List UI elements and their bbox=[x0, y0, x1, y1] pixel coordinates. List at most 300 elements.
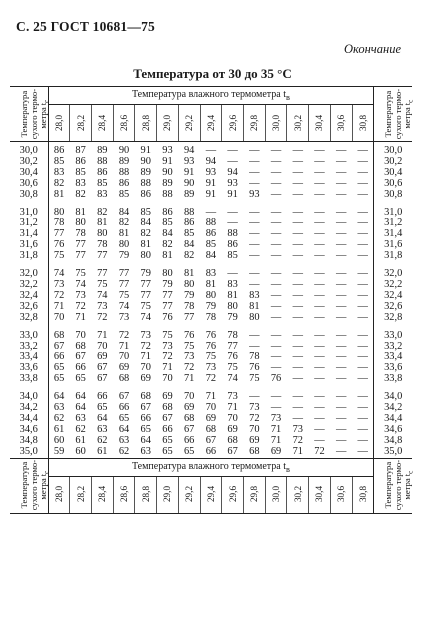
humidity-cell: 82 bbox=[75, 188, 86, 200]
humidity-cell: 71 bbox=[183, 373, 195, 385]
column-header bbox=[157, 105, 179, 142]
humidity-cell: 90 bbox=[162, 166, 173, 178]
column-header-label: 30,4 bbox=[314, 486, 325, 503]
humidity-cell: — bbox=[270, 206, 282, 218]
humidity-cell: 89 bbox=[162, 177, 173, 189]
humidity-cell: 75 bbox=[140, 300, 151, 312]
humidity-cell: — bbox=[292, 300, 303, 312]
row-temp-left: 30,0 bbox=[10, 142, 48, 157]
humidity-cell: — bbox=[314, 412, 325, 424]
humidity-cell: 80 bbox=[183, 278, 195, 290]
page-subtitle: Окончание bbox=[343, 42, 401, 56]
humidity-cell: — bbox=[292, 311, 303, 323]
humidity-cell: 68 bbox=[227, 434, 238, 446]
row-temp-left: 34,4 bbox=[10, 414, 48, 425]
humidity-cell: — bbox=[357, 228, 368, 240]
humidity-cell: 68 bbox=[205, 423, 217, 435]
row-temp-right: 31,0 bbox=[374, 208, 412, 219]
humidity-cell: 71 bbox=[53, 300, 65, 312]
humidity-cell: 66 bbox=[183, 434, 195, 446]
humidity-cell: 94 bbox=[205, 155, 217, 167]
row-temp-right: 32,4 bbox=[374, 291, 412, 302]
humidity-cell: 86 bbox=[53, 145, 65, 156]
humidity-cell: 72 bbox=[292, 434, 303, 446]
humidity-cell: 88 bbox=[183, 206, 195, 218]
humidity-cell: 64 bbox=[97, 412, 108, 424]
humidity-cell: — bbox=[336, 445, 347, 457]
row-temp-right: 30,8 bbox=[374, 190, 412, 201]
humidity-cell: 65 bbox=[53, 373, 65, 385]
humidity-cell: 85 bbox=[97, 177, 108, 189]
column-header-label: 29,8 bbox=[249, 486, 260, 503]
humidity-cell: — bbox=[270, 300, 282, 312]
humidity-cell: — bbox=[314, 351, 325, 363]
table-row bbox=[10, 374, 412, 385]
row-temp-left: 30,6 bbox=[10, 179, 48, 190]
humidity-cell: 79 bbox=[118, 250, 130, 262]
humidity-cell: 67 bbox=[227, 445, 238, 457]
humidity-cell: — bbox=[292, 166, 303, 178]
column-header-label: 29,0 bbox=[162, 486, 173, 503]
humidity-cell: — bbox=[249, 340, 260, 352]
humidity-cell: — bbox=[314, 188, 325, 200]
humidity-cell: 73 bbox=[118, 311, 130, 323]
humidity-cell: 68 bbox=[249, 445, 260, 457]
row-temp-right: 32,6 bbox=[374, 302, 412, 313]
humidity-cell: 66 bbox=[75, 362, 86, 374]
humidity-cell: — bbox=[292, 217, 303, 229]
row-temp-right: 30,2 bbox=[374, 157, 412, 168]
humidity-cell: 80 bbox=[162, 268, 173, 280]
humidity-cell: — bbox=[205, 206, 217, 218]
humidity-cell: — bbox=[336, 340, 347, 352]
row-temp-left: 31,8 bbox=[10, 251, 48, 262]
humidity-cell: — bbox=[249, 145, 260, 156]
column-header bbox=[309, 105, 331, 142]
humidity-cell: — bbox=[249, 278, 260, 290]
humidity-cell: 83 bbox=[227, 278, 238, 290]
humidity-cell: — bbox=[270, 278, 282, 290]
row-temp-left: 32,8 bbox=[10, 313, 48, 324]
humidity-cell: 73 bbox=[162, 340, 173, 352]
row-temp-left: 33,6 bbox=[10, 363, 48, 374]
row-temp-left: 34,2 bbox=[10, 403, 48, 414]
humidity-cell: — bbox=[314, 177, 325, 189]
humidity-cell: 91 bbox=[183, 166, 195, 178]
humidity-cell: 76 bbox=[162, 311, 173, 323]
humidity-cell: 81 bbox=[75, 206, 86, 218]
humidity-cell: — bbox=[336, 311, 347, 323]
humidity-cell: 89 bbox=[97, 145, 108, 156]
humidity-cell: 72 bbox=[183, 362, 195, 374]
column-header-label: 30,2 bbox=[292, 486, 303, 503]
column-header bbox=[200, 476, 222, 513]
humidity-cell: 63 bbox=[118, 434, 130, 446]
humidity-cell: 63 bbox=[140, 445, 151, 457]
humidity-cell: 77 bbox=[162, 289, 173, 301]
humidity-cell: 74 bbox=[97, 289, 108, 301]
humidity-cell: 69 bbox=[227, 423, 238, 435]
humidity-cell: 65 bbox=[75, 373, 86, 385]
row-temp-left: 33,4 bbox=[10, 352, 48, 363]
humidity-cell: — bbox=[292, 188, 303, 200]
row-temp-left: 34,0 bbox=[10, 392, 48, 403]
humidity-cell: 78 bbox=[227, 329, 238, 341]
humidity-cell: 61 bbox=[75, 434, 86, 446]
humidity-cell: — bbox=[336, 177, 347, 189]
humidity-cell: 67 bbox=[205, 434, 217, 446]
humidity-cell: 73 bbox=[292, 423, 303, 435]
humidity-cell: 76 bbox=[53, 239, 65, 251]
row-temp-right: 30,6 bbox=[374, 179, 412, 190]
table-row bbox=[10, 447, 412, 458]
column-header-label: 29,8 bbox=[249, 114, 260, 131]
humidity-cell: 84 bbox=[183, 239, 195, 251]
humidity-cell: 63 bbox=[53, 402, 65, 414]
humidity-cell: — bbox=[357, 155, 368, 167]
humidity-cell: 73 bbox=[140, 329, 151, 341]
row-temp-right: 32,0 bbox=[374, 269, 412, 280]
humidity-cell: — bbox=[336, 217, 347, 229]
humidity-cell: — bbox=[314, 391, 325, 403]
humidity-cell: — bbox=[227, 217, 238, 229]
humidity-cell: 73 bbox=[270, 412, 282, 424]
humidity-cell: 67 bbox=[183, 423, 195, 435]
humidity-cell: 65 bbox=[140, 423, 151, 435]
span-header-text-bottom: Температура влажного термометра t bbox=[131, 460, 286, 472]
humidity-cell: 78 bbox=[205, 311, 217, 323]
humidity-cell: 91 bbox=[140, 145, 151, 156]
humidity-cell: — bbox=[249, 268, 260, 280]
humidity-cell: 62 bbox=[53, 412, 65, 424]
column-header bbox=[243, 105, 265, 142]
humidity-cell: — bbox=[292, 391, 303, 403]
humidity-cell: — bbox=[336, 155, 347, 167]
humidity-cell: 80 bbox=[205, 289, 217, 301]
row-temp-left: 34,6 bbox=[10, 425, 48, 436]
humidity-cell: 80 bbox=[53, 206, 65, 218]
humidity-cell: — bbox=[227, 268, 238, 280]
column-header bbox=[330, 476, 352, 513]
humidity-cell: 72 bbox=[53, 289, 65, 301]
humidity-cell: 85 bbox=[205, 239, 217, 251]
humidity-cell: — bbox=[357, 278, 368, 290]
column-header bbox=[330, 105, 352, 142]
humidity-cell: — bbox=[292, 373, 303, 385]
humidity-cell: 85 bbox=[162, 217, 173, 229]
humidity-cell: — bbox=[249, 206, 260, 218]
humidity-cell: — bbox=[270, 166, 282, 178]
side-label-left: Температура сухого термо-метра t bbox=[18, 88, 48, 140]
humidity-cell: 81 bbox=[162, 250, 173, 262]
humidity-cell: 85 bbox=[75, 166, 86, 178]
row-temp-right: 34,8 bbox=[374, 436, 412, 447]
column-header bbox=[200, 105, 222, 142]
humidity-cell: 66 bbox=[53, 351, 65, 363]
humidity-cell: — bbox=[249, 217, 260, 229]
humidity-cell: 71 bbox=[140, 351, 151, 363]
humidity-cell: 91 bbox=[227, 188, 238, 200]
humidity-cell: 77 bbox=[53, 228, 65, 240]
humidity-cell: 69 bbox=[118, 362, 130, 374]
column-header-label: 28,2 bbox=[75, 486, 86, 503]
row-temp-right: 34,4 bbox=[374, 414, 412, 425]
row-temp-left: 32,2 bbox=[10, 280, 48, 291]
column-header-label: 28,8 bbox=[140, 486, 151, 503]
column-header bbox=[178, 105, 200, 142]
humidity-cell: — bbox=[357, 329, 368, 341]
humidity-cell: — bbox=[292, 239, 303, 251]
humidity-cell: 90 bbox=[183, 177, 195, 189]
column-header bbox=[91, 105, 113, 142]
humidity-cell: — bbox=[314, 217, 325, 229]
humidity-cell: 87 bbox=[75, 145, 86, 156]
humidity-cell: 77 bbox=[227, 340, 238, 352]
column-header bbox=[178, 476, 200, 513]
humidity-cell: — bbox=[270, 177, 282, 189]
humidity-cell: — bbox=[357, 177, 368, 189]
humidity-cell: 81 bbox=[227, 289, 238, 301]
humidity-cell: — bbox=[249, 155, 260, 167]
column-header bbox=[70, 476, 92, 513]
humidity-cell: — bbox=[336, 206, 347, 218]
humidity-cell: 89 bbox=[183, 188, 195, 200]
humidity-cell: 61 bbox=[53, 423, 65, 435]
humidity-cell: — bbox=[357, 402, 368, 414]
humidity-cell: 72 bbox=[97, 311, 108, 323]
humidity-cell: 93 bbox=[162, 145, 173, 156]
humidity-cell: — bbox=[292, 362, 303, 374]
humidity-cell: 81 bbox=[118, 228, 130, 240]
column-header-row bbox=[10, 105, 412, 142]
humidity-cell: 76 bbox=[227, 351, 238, 363]
humidity-cell: — bbox=[336, 268, 347, 280]
humidity-cell: 84 bbox=[140, 217, 151, 229]
row-temp-right: 32,2 bbox=[374, 280, 412, 291]
humidity-cell: 73 bbox=[249, 402, 260, 414]
humidity-cell: 86 bbox=[118, 177, 130, 189]
humidity-cell: 67 bbox=[140, 402, 151, 414]
humidity-cell: 60 bbox=[75, 445, 86, 457]
row-temp-left: 32,6 bbox=[10, 302, 48, 313]
humidity-cell: — bbox=[357, 268, 368, 280]
humidity-cell: 67 bbox=[97, 373, 108, 385]
humidity-cell: — bbox=[227, 206, 238, 218]
humidity-cell: 91 bbox=[205, 188, 217, 200]
humidity-cell: 68 bbox=[183, 412, 195, 424]
humidity-cell: — bbox=[249, 239, 260, 251]
humidity-cell: 71 bbox=[227, 402, 238, 414]
column-header bbox=[91, 476, 113, 513]
humidity-cell: 65 bbox=[162, 434, 173, 446]
column-header-label: 29,2 bbox=[184, 114, 195, 131]
table-row bbox=[10, 331, 412, 342]
humidity-cell: 83 bbox=[249, 289, 260, 301]
humidity-cell: 65 bbox=[183, 445, 195, 457]
humidity-cell: — bbox=[314, 329, 325, 341]
humidity-cell: 66 bbox=[162, 423, 173, 435]
humidity-cell: 93 bbox=[249, 188, 260, 200]
humidity-cell: — bbox=[270, 311, 282, 323]
column-header bbox=[157, 476, 179, 513]
humidity-cell: — bbox=[336, 228, 347, 240]
humidity-cell: 81 bbox=[97, 217, 108, 229]
row-temp-left: 31,6 bbox=[10, 240, 48, 251]
humidity-cell: 85 bbox=[53, 155, 65, 167]
column-header-label: 30,6 bbox=[336, 114, 347, 131]
humidity-cell: — bbox=[314, 373, 325, 385]
humidity-cell: 86 bbox=[162, 206, 173, 218]
row-temp-left: 35,0 bbox=[10, 447, 48, 458]
humidity-cell: 80 bbox=[249, 311, 260, 323]
row-temp-left: 33,0 bbox=[10, 331, 48, 342]
side-label-left-bottom: Температура сухого термо-метра t bbox=[18, 460, 48, 511]
humidity-cell: — bbox=[249, 250, 260, 262]
humidity-cell: — bbox=[357, 445, 368, 457]
humidity-cell: 76 bbox=[183, 329, 195, 341]
humidity-cell: — bbox=[270, 145, 282, 156]
humidity-cell: 82 bbox=[97, 206, 108, 218]
row-temp-right: 34,2 bbox=[374, 403, 412, 414]
humidity-cell: 72 bbox=[140, 340, 151, 352]
humidity-cell: 83 bbox=[205, 268, 217, 280]
humidity-cell: 73 bbox=[53, 278, 65, 290]
humidity-cell: — bbox=[336, 351, 347, 363]
humidity-cell: 86 bbox=[205, 228, 217, 240]
column-header bbox=[113, 476, 135, 513]
row-temp-right: 35,0 bbox=[374, 447, 412, 458]
humidity-cell: 74 bbox=[75, 278, 86, 290]
humidity-cell: — bbox=[270, 351, 282, 363]
humidity-cell: 63 bbox=[75, 412, 86, 424]
humidity-cell: 68 bbox=[75, 340, 86, 352]
humidity-cell: — bbox=[270, 228, 282, 240]
humidity-cell: 82 bbox=[162, 239, 173, 251]
row-temp-right: 30,0 bbox=[374, 142, 412, 157]
humidity-cell: 70 bbox=[140, 362, 151, 374]
humidity-cell: 71 bbox=[97, 329, 108, 341]
humidity-cell: 69 bbox=[270, 445, 282, 457]
column-header-label: 28,4 bbox=[97, 114, 108, 131]
humidity-cell: 86 bbox=[140, 188, 151, 200]
humidity-cell: 64 bbox=[53, 391, 65, 403]
humidity-cell: 70 bbox=[249, 423, 260, 435]
humidity-cell: 80 bbox=[75, 217, 86, 229]
humidity-cell: 78 bbox=[53, 217, 65, 229]
humidity-cell: 77 bbox=[118, 278, 130, 290]
humidity-cell: 81 bbox=[53, 188, 65, 200]
row-temp-right: 33,6 bbox=[374, 363, 412, 374]
row-temp-right: 33,8 bbox=[374, 374, 412, 385]
humidity-cell: 78 bbox=[249, 351, 260, 363]
humidity-cell: 74 bbox=[140, 311, 151, 323]
humidity-cell: 75 bbox=[183, 340, 195, 352]
humidity-cell: — bbox=[314, 278, 325, 290]
row-temp-left: 32,4 bbox=[10, 291, 48, 302]
humidity-cell: 79 bbox=[140, 268, 151, 280]
humidity-cell: 61 bbox=[97, 445, 108, 457]
column-header-label: 28,4 bbox=[97, 486, 108, 503]
row-temp-right: 31,8 bbox=[374, 251, 412, 262]
table-row bbox=[10, 313, 412, 324]
psychrometric-table bbox=[10, 86, 415, 514]
humidity-cell: 84 bbox=[118, 206, 130, 218]
row-temp-left: 33,8 bbox=[10, 374, 48, 385]
humidity-cell: 70 bbox=[227, 412, 238, 424]
humidity-cell: — bbox=[336, 145, 347, 156]
humidity-cell: 79 bbox=[183, 289, 195, 301]
humidity-cell: 77 bbox=[118, 268, 130, 280]
humidity-cell: 73 bbox=[227, 391, 238, 403]
humidity-cell: 75 bbox=[249, 373, 260, 385]
humidity-cell: — bbox=[357, 351, 368, 363]
humidity-cell: — bbox=[314, 228, 325, 240]
humidity-cell: 77 bbox=[162, 300, 173, 312]
row-temp-left: 30,2 bbox=[10, 157, 48, 168]
humidity-cell: — bbox=[270, 188, 282, 200]
humidity-cell: — bbox=[336, 373, 347, 385]
humidity-cell: 71 bbox=[162, 362, 173, 374]
humidity-cell: 74 bbox=[53, 268, 65, 280]
humidity-cell: 70 bbox=[183, 391, 195, 403]
humidity-cell: — bbox=[314, 362, 325, 374]
humidity-cell: — bbox=[336, 423, 347, 435]
humidity-cell: — bbox=[336, 434, 347, 446]
humidity-cell: — bbox=[314, 300, 325, 312]
humidity-cell: 64 bbox=[75, 391, 86, 403]
humidity-cell: 69 bbox=[205, 412, 217, 424]
table-row bbox=[10, 251, 412, 262]
column-footer-row bbox=[10, 476, 412, 513]
humidity-cell: 80 bbox=[118, 239, 130, 251]
humidity-cell: 75 bbox=[118, 289, 130, 301]
humidity-cell: 73 bbox=[205, 362, 217, 374]
row-temp-right: 34,0 bbox=[374, 392, 412, 403]
humidity-cell: 62 bbox=[97, 434, 108, 446]
humidity-cell: 65 bbox=[97, 402, 108, 414]
humidity-cell: 68 bbox=[53, 329, 65, 341]
humidity-cell: 79 bbox=[205, 300, 217, 312]
humidity-cell: 86 bbox=[227, 239, 238, 251]
humidity-cell: 73 bbox=[97, 300, 108, 312]
humidity-cell: — bbox=[227, 145, 238, 156]
column-header-label: 29,4 bbox=[205, 486, 216, 503]
humidity-cell: 77 bbox=[75, 239, 86, 251]
humidity-cell: 77 bbox=[97, 250, 108, 262]
column-header-label: 28,8 bbox=[140, 114, 151, 131]
humidity-cell: — bbox=[270, 155, 282, 167]
row-temp-left: 31,4 bbox=[10, 229, 48, 240]
humidity-cell: 66 bbox=[205, 445, 217, 457]
column-header bbox=[222, 105, 244, 142]
humidity-cell: — bbox=[357, 434, 368, 446]
humidity-cell: — bbox=[314, 423, 325, 435]
column-header-label: 28,6 bbox=[119, 114, 130, 131]
humidity-cell: 85 bbox=[227, 250, 238, 262]
humidity-cell: 76 bbox=[270, 373, 282, 385]
humidity-cell: 67 bbox=[118, 391, 130, 403]
humidity-cell: — bbox=[357, 340, 368, 352]
humidity-cell: 59 bbox=[53, 445, 65, 457]
humidity-cell: 86 bbox=[183, 217, 195, 229]
humidity-cell: — bbox=[336, 329, 347, 341]
humidity-cell: 93 bbox=[205, 166, 217, 178]
humidity-cell: — bbox=[292, 351, 303, 363]
column-header bbox=[243, 476, 265, 513]
humidity-cell: 62 bbox=[118, 445, 130, 457]
humidity-cell: — bbox=[314, 289, 325, 301]
humidity-cell: 81 bbox=[205, 278, 217, 290]
